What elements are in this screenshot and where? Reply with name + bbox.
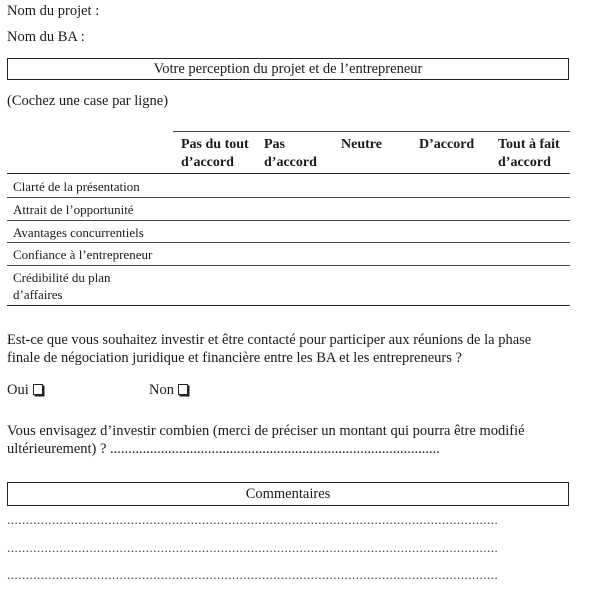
row-divider: [7, 265, 570, 266]
table-row: [13, 269, 110, 303]
row-divider: [7, 220, 570, 221]
no-label: Non: [149, 382, 174, 398]
yes-option[interactable]: [7, 382, 43, 399]
table-row: [13, 224, 144, 241]
column-header-agree: D’accord: [419, 137, 475, 152]
column-header-strongly-disagree: Pas du tout d’accord: [181, 137, 249, 170]
amount-question-line1: Vous envisagez d’investir combien (merci de préciser un montant qui pourra être modifié: [7, 423, 525, 439]
row-label-credibility: Crédibilité du plan: [13, 270, 111, 285]
comments-title-box: Commentaires: [7, 482, 569, 506]
table-top-rule: [173, 131, 570, 132]
row-label-clarity: Clarté de la présentation: [13, 179, 140, 194]
column-header-disagree: Pas d’accord: [264, 137, 317, 170]
table-bottom-rule: [7, 305, 570, 306]
invest-question-line2: finale de négociation juridique et financière entre les BA et les entrepreneurs ?: [7, 350, 462, 366]
row-divider: [7, 242, 570, 243]
yes-label: Oui: [7, 382, 29, 398]
row-label-competitive: Avantages concurrentiels: [13, 225, 144, 240]
amount-question-line2[interactable]: ultérieurement) ? ...........................................................................................: [7, 441, 440, 457]
row-label-opportunity: Attrait de l’opportunité: [13, 202, 134, 217]
comment-line[interactable]: ...................................................................................................................................: [7, 567, 499, 582]
instruction-text: (Cochez une case par ligne): [7, 93, 169, 109]
row-label-confidence: Confiance à l’entrepreneur: [13, 247, 153, 262]
comment-line[interactable]: ...................................................................................................................................: [7, 540, 499, 555]
column-header-neutral: Neutre: [341, 137, 382, 152]
row-label-credibility-cont: d’affaires: [13, 287, 63, 302]
row-divider: [7, 197, 570, 198]
project-name-label: Nom du projet :: [7, 3, 100, 19]
column-header-strongly-agree: Tout à fait d’accord: [498, 137, 560, 170]
no-option[interactable]: [149, 382, 188, 399]
comment-line[interactable]: ...................................................................................................................................: [7, 512, 499, 527]
no-checkbox[interactable]: [178, 384, 188, 395]
table-row: [13, 178, 140, 195]
ba-name-label: Nom du BA :: [7, 29, 85, 45]
table-row: [13, 246, 152, 263]
invest-question-line1: Est-ce que vous souhaitez investir et être contacté pour participer aux réunions de la phase: [7, 332, 532, 348]
yes-checkbox[interactable]: [33, 384, 43, 395]
perception-title-box: Votre perception du projet et de l’entrepreneur: [7, 58, 569, 80]
table-row: [13, 201, 134, 218]
table-header-rule: [7, 173, 570, 174]
